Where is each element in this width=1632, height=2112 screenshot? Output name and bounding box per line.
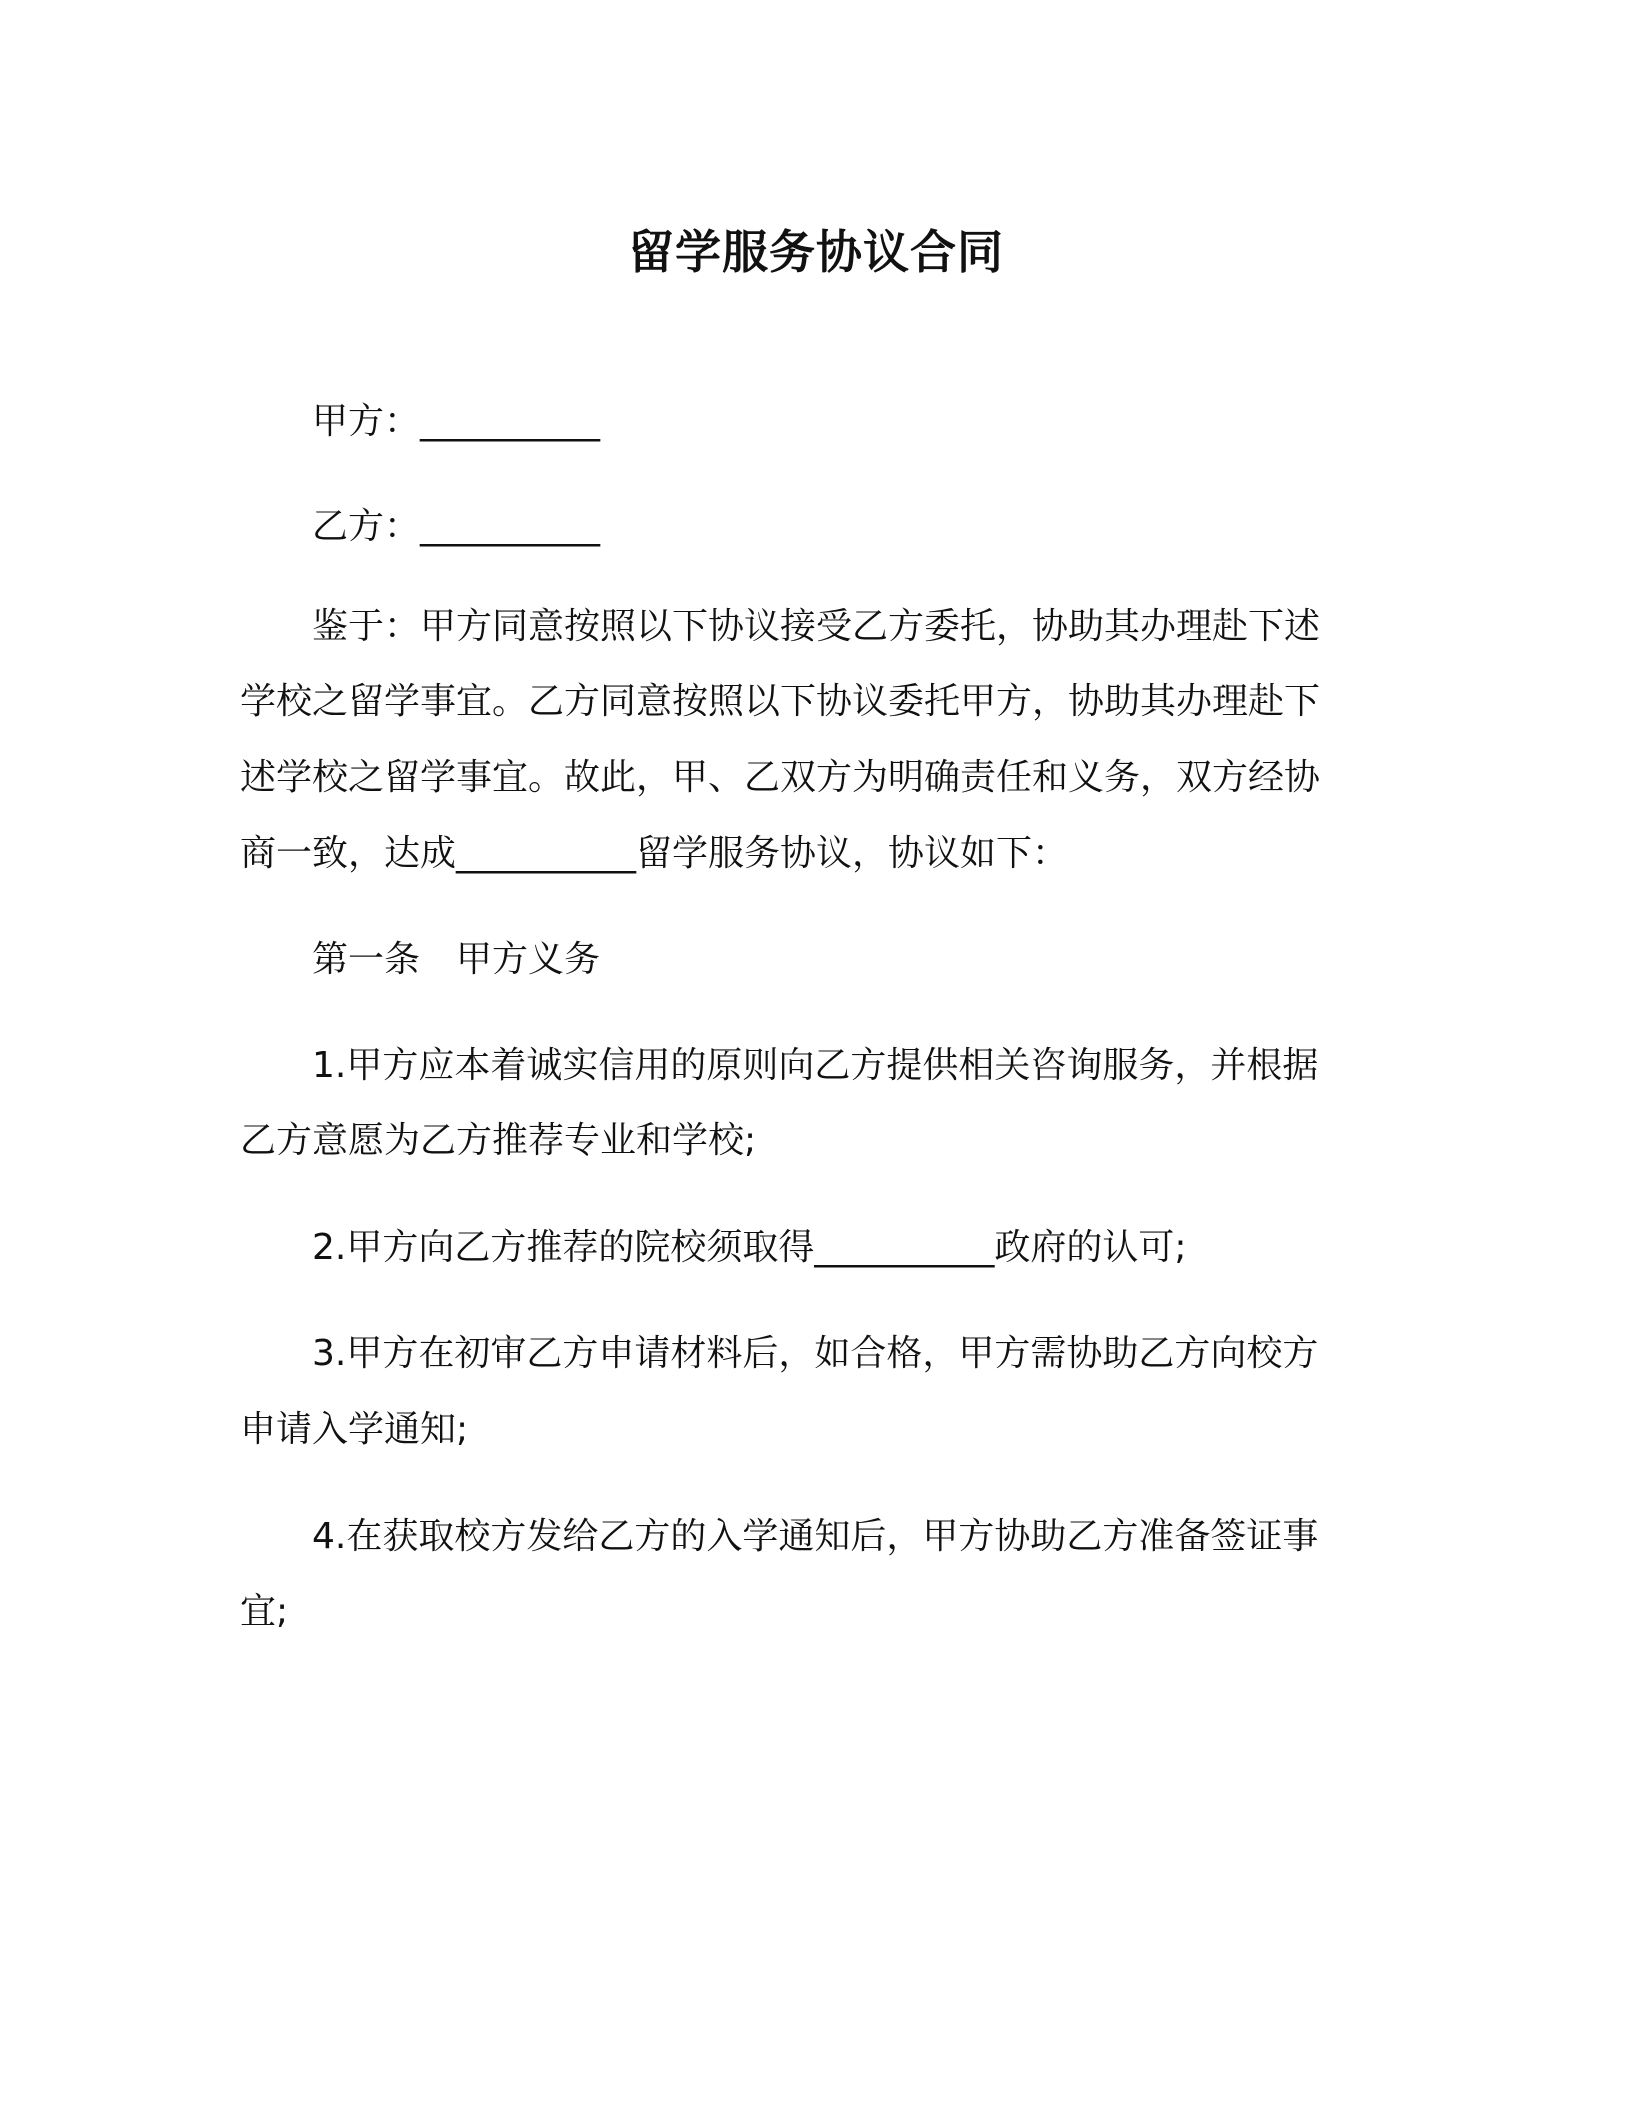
- party-a-line: 甲方：__________: [312, 401, 601, 442]
- clause-1-line-2: 乙方意愿为乙方推荐专业和学校;: [240, 1120, 757, 1161]
- preamble-line-4: 商一致，达成__________留学服务协议，协议如下：: [240, 833, 1069, 874]
- clause-1-line-1: 1.甲方应本着诚实信用的原则向乙方提供相关咨询服务，并根据: [312, 1045, 1319, 1086]
- preamble-line-1: 鉴于：甲方同意按照以下协议接受乙方委托，协助其办理赴下述: [312, 606, 1321, 647]
- preamble-line-2: 学校之留学事宜。乙方同意按照以下协议委托甲方，协助其办理赴下: [240, 681, 1321, 722]
- clause-3-line-1: 3.甲方在初审乙方申请材料后，如合格，甲方需协助乙方向校方: [312, 1333, 1319, 1374]
- clause-3-line-2: 申请入学通知;: [240, 1409, 469, 1450]
- clause-4-line-1: 4.在获取校方发给乙方的入学通知后，甲方协助乙方准备签证事: [312, 1516, 1319, 1557]
- clause-2-line-1: 2.甲方向乙方推荐的院校须取得__________政府的认可;: [312, 1227, 1187, 1268]
- article-1-heading: 第一条 甲方义务: [312, 939, 601, 980]
- preamble-line-3: 述学校之留学事宜。故此，甲、乙双方为明确责任和义务，双方经协: [240, 757, 1321, 798]
- party-b-line: 乙方：__________: [312, 506, 601, 547]
- document-title: 留学服务协议合同: [628, 225, 1004, 279]
- clause-4-line-2: 宜;: [240, 1591, 289, 1632]
